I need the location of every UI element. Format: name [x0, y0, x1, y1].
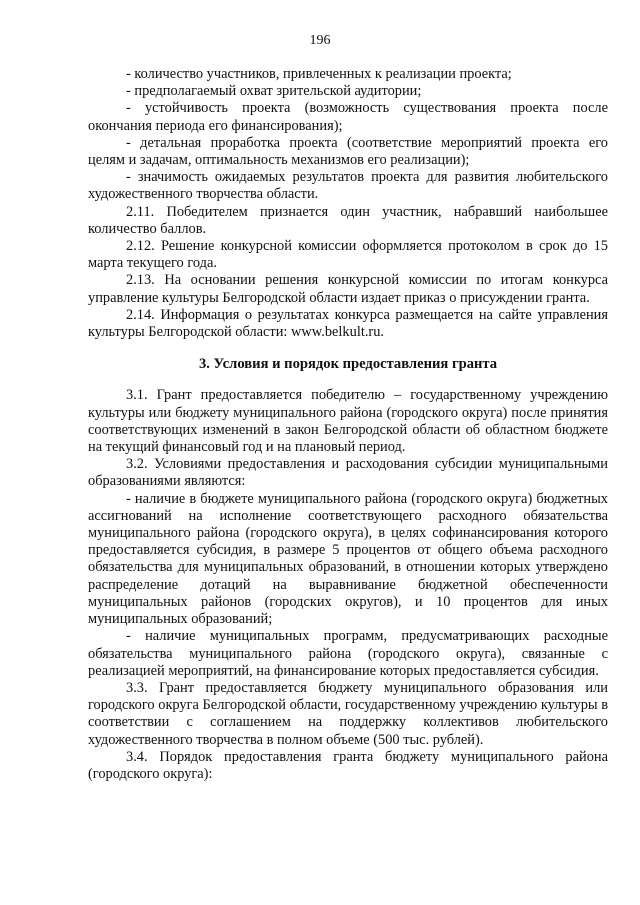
- clause-3-4: 3.4. Порядок предоставления гранта бюджету муниципального района (городского округа):: [88, 748, 608, 782]
- condition-programs: - наличие муниципальных программ, предусматривающих расходные обязательства муниципального района (городского округа), связанные с реализацией мероприятий, на финансирование которых предоставляется субсидия.: [88, 628, 608, 679]
- clause-2-12: 2.12. Решение конкурсной комиссии оформляется протоколом в срок до 15 марта текущего года.: [88, 238, 608, 272]
- section-heading: 3. Условия и порядок предоставления гранта: [198, 356, 498, 373]
- clause-3-3: 3.3. Грант предоставляется бюджету муниципального образования или городского округа Белгородской области, государственному учреждению культуры в соответствии с соглашением на поддержку коллективов любительского художественного творчества в полном объеме (500 тыс. рублей).: [88, 679, 608, 748]
- page-number: 196: [309, 33, 331, 48]
- clause-2-13: 2.13. На основании решения конкурсной комиссии по итогам конкурса управление культуры Белгородской области издает приказ о присуждении гранта.: [88, 272, 608, 306]
- document-body: [88, 66, 608, 783]
- clause-3-2: 3.2. Условиями предоставления и расходования субсидии муниципальными образованиями являются:: [88, 456, 608, 490]
- bullet-elaboration: - детальная проработка проекта (соответствие мероприятий проекта его целям и задачам, оптимальность механизмов его реализации);: [88, 134, 608, 169]
- clause-3-1: 3.1. Грант предоставляется победителю – государственному учреждению культуры или бюджету муниципального района (городского округа) после принятия соответствующих изменений в закон Белгородской области об областном бюджете на текущий финансовый год и на плановый период.: [88, 387, 608, 456]
- bullet-sustainability: - устойчивость проекта (возможность существования проекта после окончания периода его финансирования);: [88, 100, 608, 134]
- bullet-participants: - количество участников, привлеченных к реализации проекта;: [126, 66, 512, 82]
- clause-2-14: 2.14. Информация о результатах конкурса размещается на сайте управления культуры Белгородской области: www.belkult.ru.: [88, 306, 608, 341]
- bullet-audience: - предполагаемый охват зрительской аудитории;: [126, 83, 422, 100]
- bullet-significance: - значимость ожидаемых результатов проекта для развития любительского художественного творчества области.: [88, 169, 608, 203]
- condition-budget: - наличие в бюджете муниципального района (городского округа) бюджетных ассигнований на исполнение соответствующего расходного обязательства муниципального района (городского округа), в целях софинансирования которого предоставляется субсидия, в размере 5 процентов от общего объема расходного обязательства для муниципальных образований, в отношении которых утверждено распределение дотаций на выравнивание бюджетной обеспеченности муниципальных районов (городских округов), и 10 процентов для иных муниципальных образований;: [88, 490, 608, 628]
- clause-2-11: 2.11. Победителем признается один участник, набравший наибольшее количество баллов.: [88, 203, 608, 237]
